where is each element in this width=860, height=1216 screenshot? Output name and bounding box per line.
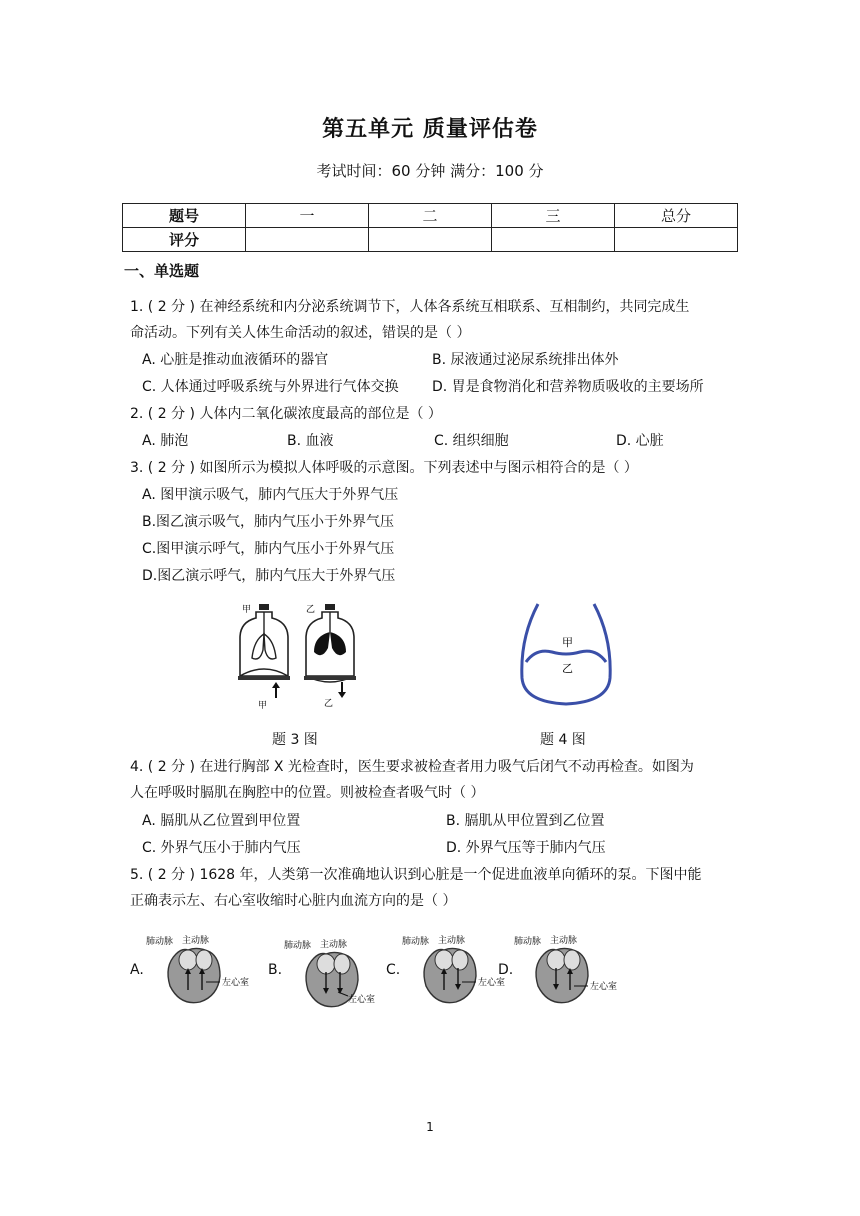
aorta-label: 主动脉: [320, 940, 348, 950]
question-3-option-a: A. 图甲演示吸气，肺内气压大于外界气压: [142, 487, 399, 503]
figure-label-jia: 甲: [562, 636, 573, 649]
lung-outline: [264, 634, 276, 659]
question-1-option-a: A. 心脏是推动血液循环的器官: [142, 352, 329, 368]
question-4-option-a: A. 膈肌从乙位置到甲位置: [142, 813, 301, 829]
figure-label-jia: 甲: [242, 605, 252, 615]
down-arrow-icon: [338, 692, 346, 698]
question-4-option-c: C. 外界气压小于肺内气压: [142, 840, 301, 856]
pulmonary-artery-label: 肺动脉: [284, 941, 312, 951]
figure-label-jia: 甲: [258, 701, 268, 710]
question-3-text: 3. ( 2 分 ) 如图所示为模拟人体呼吸的示意图。下列表述中与图示相符合的是（ ）: [130, 460, 638, 476]
question-5-text-cont: 正确表示左、右心室收缩时心脏内血流方向的是（ ）: [130, 893, 457, 909]
question-1-option-b: B. 尿液通过泌尿系统排出体外: [432, 352, 619, 368]
lung-filled: [330, 632, 346, 655]
exam-info: 考试时间：60 分钟 满分：100 分: [316, 162, 544, 180]
heart-diagram-a: [144, 930, 254, 1012]
score-table-row: [123, 228, 738, 252]
aorta-label: 主动脉: [182, 936, 210, 946]
figure-3-caption: 题 3 图: [272, 732, 318, 748]
diaphragm-curve: [526, 651, 606, 662]
lung-outline: [252, 634, 264, 659]
score-row-label: 评分: [123, 228, 246, 252]
figure-label-yi: 乙: [306, 605, 316, 615]
heart-diagram-d: [512, 930, 622, 1012]
score-cell: [615, 228, 738, 252]
heart-options-row: [130, 930, 750, 1020]
question-1-text: 1. ( 2 分 ) 在神经系统和内分泌系统调节下，人体各系统互相联系、互相制约，共同完成生: [130, 299, 690, 315]
question-2-option-a: A. 肺泡: [142, 433, 189, 449]
page-number: 1: [426, 1120, 434, 1134]
score-header-cell: 题号: [123, 204, 246, 228]
score-header-cell: 总分: [615, 204, 738, 228]
question-4-option-d: D. 外界气压等于肺内气压: [446, 840, 606, 856]
section-heading: 一、单选题: [124, 262, 200, 280]
question-3-option-b: B.图乙演示吸气，肺内气压小于外界气压: [142, 514, 395, 530]
question-4-text: 4. ( 2 分 ) 在进行胸部 X 光检查时，医生要求被检查者用力吸气后闭气不动再检查。如图为: [130, 759, 694, 775]
heart-option-letter: B.: [268, 962, 283, 978]
heart-option-letter: D.: [498, 962, 514, 978]
lung-filled: [314, 632, 330, 655]
figure-label-yi: 乙: [324, 699, 334, 709]
breathing-model-figure: [236, 598, 366, 710]
question-4-option-b: B. 膈肌从甲位置到乙位置: [446, 813, 605, 829]
heart-option-letter: A.: [130, 962, 144, 978]
figure-label-yi: 乙: [562, 662, 573, 675]
figure-4-caption: 题 4 图: [540, 732, 586, 748]
page-title: 第五单元 质量评估卷: [322, 117, 538, 142]
score-header-cell: 一: [246, 204, 369, 228]
up-arrow-icon: [272, 682, 280, 688]
question-2-option-d: D. 心脏: [616, 433, 664, 449]
score-cell: [246, 228, 369, 252]
question-5-text: 5. ( 2 分 ) 1628 年，人类第一次准确地认识到心脏是一个促进血液单向循环的泵。下图中能: [130, 867, 702, 883]
pulmonary-artery-label: 肺动脉: [146, 937, 174, 947]
score-table-header-row: [123, 204, 738, 228]
question-2-option-c: C. 组织细胞: [434, 433, 509, 449]
pulmonary-artery-label: 肺动脉: [514, 937, 542, 947]
question-1-option-c: C. 人体通过呼吸系统与外界进行气体交换: [142, 379, 399, 395]
score-cell: [492, 228, 615, 252]
question-1-text-cont: 命活动。下列有关人体生命活动的叙述，错误的是（ ）: [130, 325, 471, 341]
left-ventricle-label: 左心室: [348, 995, 376, 1005]
diaphragm-membrane: [240, 669, 288, 676]
question-1-option-d: D. 胃是食物消化和营养物质吸收的主要场所: [432, 379, 704, 395]
left-ventricle-label: 左心室: [478, 978, 506, 988]
jar-stopper: [325, 604, 335, 610]
diaphragm-position-figure: [512, 598, 620, 710]
score-header-cell: 二: [369, 204, 492, 228]
score-table: [122, 203, 738, 252]
heart-diagram-b: [282, 934, 392, 1016]
heart-option-letter: C.: [386, 962, 401, 978]
left-ventricle-label: 左心室: [590, 982, 618, 992]
score-header-cell: 三: [492, 204, 615, 228]
aorta-label: 主动脉: [550, 936, 578, 946]
question-4-text-cont: 人在呼吸时膈肌在胸腔中的位置。则被检查者吸气时（ ）: [130, 785, 485, 801]
jar-base: [238, 676, 290, 680]
jar-stopper: [259, 604, 269, 610]
pulmonary-artery-label: 肺动脉: [402, 937, 430, 947]
question-2-option-b: B. 血液: [287, 433, 334, 449]
left-ventricle-label: 左心室: [222, 978, 250, 988]
heart-diagram-c: [400, 930, 510, 1012]
question-2-text: 2. ( 2 分 ) 人体内二氧化碳浓度最高的部位是（ ）: [130, 406, 442, 422]
question-3-option-d: D.图乙演示呼气，肺内气压大于外界气压: [142, 568, 396, 584]
aorta-label: 主动脉: [438, 936, 466, 946]
score-cell: [369, 228, 492, 252]
jar-base: [304, 676, 356, 680]
question-3-option-c: C.图甲演示呼气，肺内气压小于外界气压: [142, 541, 395, 557]
